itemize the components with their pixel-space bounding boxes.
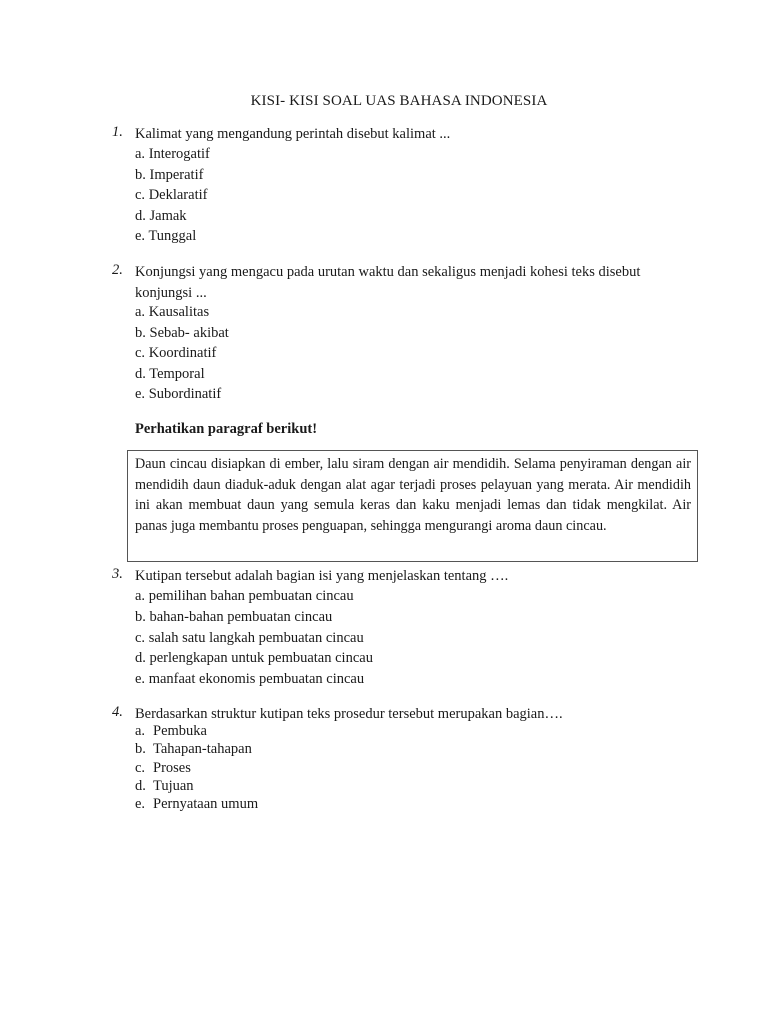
option-item: b. Sebab- akibat — [135, 324, 229, 341]
question-4-number: 4. — [112, 704, 123, 720]
option-item: d. perlengkapan untuk pembuatan cincau — [135, 650, 373, 667]
question-3-text: Kutipan tersebut adalah bagian isi yang menjelaskan tentang …. — [135, 568, 509, 584]
option-item: e. Pernyataan umum — [135, 796, 259, 813]
option-item: e. Subordinatif — [135, 386, 222, 402]
option-item: a. Kausalitas — [135, 304, 210, 320]
option-item: b. Tahapan-tahapan — [135, 741, 252, 758]
option-item: c. Deklaratif — [135, 187, 208, 203]
option-item: d. Jamak — [135, 207, 187, 224]
option-item: e. manfaat ekonomis pembuatan cincau — [135, 671, 365, 688]
option-item: b. bahan-bahan pembuatan cincau — [135, 608, 333, 625]
option-item: a. Interogatif — [135, 146, 210, 162]
reading-passage: Daun cincau disiapkan di ember, lalu siram dengan air mendidih. Selama penyiraman dengan air mendidih daun diaduk-aduk dengan alat agar terjadi proses pelayuan yang merata. Air mendidih ini akan membuat daun yang semula keras dan kaku menjadi lemas dan tidak mengkilat. Air panas juga membantu proses penguapan, sehingga mengurangi aroma daun cincau. — [127, 450, 698, 562]
option-item: c. Proses — [135, 759, 191, 776]
question-2-text: Konjungsi yang mengacu pada urutan waktu dan sekaligus menjadi kohesi teks disebut konjungsi ... — [135, 264, 641, 301]
question-4-text: Berdasarkan struktur kutipan teks prosedur tersebut merupakan bagian…. — [135, 706, 563, 722]
question-3-options — [135, 586, 373, 690]
question-3-number: 3. — [112, 566, 123, 582]
question-1-options — [135, 144, 210, 247]
question-1-number: 1. — [112, 124, 123, 140]
option-item: a. pemilihan bahan pembuatan cincau — [135, 588, 354, 604]
option-item: e. Tunggal — [135, 228, 197, 244]
instruction-heading: Perhatikan paragraf berikut! — [135, 421, 318, 437]
question-2-number: 2. — [112, 262, 123, 278]
option-item: b. Imperatif — [135, 166, 204, 183]
option-item: c. Koordinatif — [135, 345, 217, 361]
question-2-options — [135, 302, 229, 405]
option-item: a. Pembuka — [135, 723, 207, 739]
question-4-options — [135, 722, 258, 813]
question-1-text: Kalimat yang mengandung perintah disebut kalimat ... — [135, 126, 451, 142]
option-item: d. Tujuan — [135, 777, 194, 794]
option-item: c. salah satu langkah pembuatan cincau — [135, 629, 364, 646]
document-title: KISI- KISI SOAL UAS BAHASA INDONESIA — [250, 93, 548, 109]
option-item: d. Temporal — [135, 365, 205, 382]
